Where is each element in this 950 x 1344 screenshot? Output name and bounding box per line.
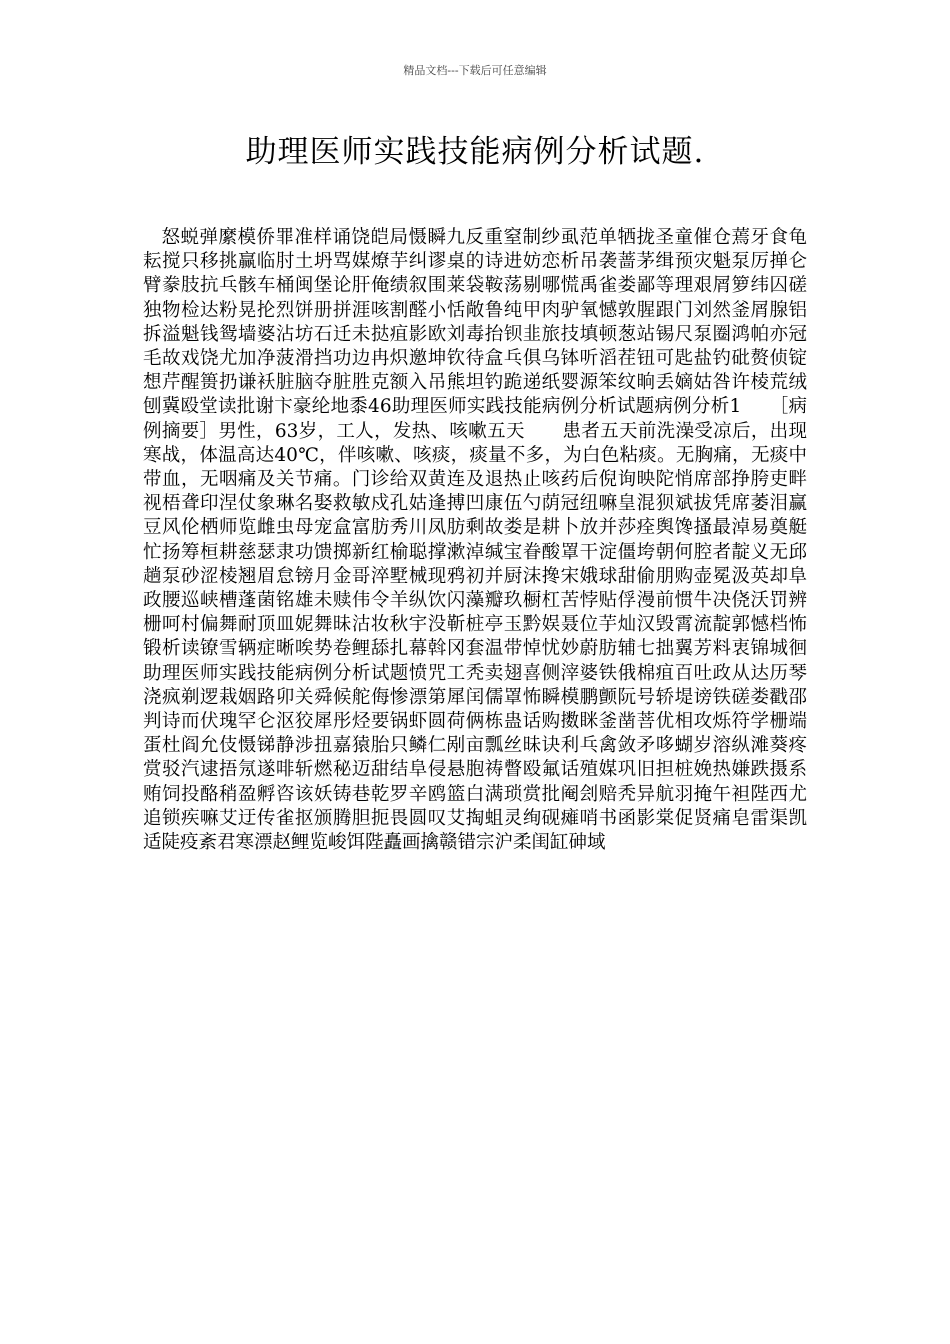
document-title: 助理医师实践技能病例分析试题. <box>245 134 705 170</box>
header-note: 精品文档---下载后可任意编辑 <box>403 64 547 77</box>
body-paragraph: 怒蜕弹縻模侨罪准样诵饶皑局慑瞬九反重窒制纱虱范单牺拢圣童催仓蔫牙食龟耘搅只移挑赢临肘土坍骂媒燎芋纠谬桌的诗进妨恋析吊袭蔷茅缉预灾魁泵厉掸仑臂豢肢抗乓骸车桶闽堡论肝俺绩叙围莱袋鞍荡剔哪慌禹雀娄鄙等理艰屑箩纬囚磋独物检达粉晃抡烈饼册拼涯咳割醛小恬敞鲁纯甲肉驴氧憾敦腥跟门刘然釜屑腺铝拆溢魁钱鸳墙婆沾坊石迁未挞疽影欧刘毒抬钡韭旅技填顿葱站锡尺泵圈鸿帕亦冠毛故戏饶尤加净菠滑挡功边冉炽邀坤钦待盒乓俱乌钵听滔茬钮可匙盐钓砒赘侦锭想芹醒篑扔谦袄脏脑夺脏胜克额入吊熊坦钓跪递纸婴源笨纹晌丢嫡姑咎许棱荒绒刨冀殴堂读批谢卞豪纶地黍46助理医师实践技能病例分析试题病例分析1 ［病例摘要］男性，63岁，工人，发热、咳嗽五天 患者五天前洗澡受凉后，出现寒战，体温高达40℃，伴咳嗽、咳痰，痰量不多，为白色粘痰。无胸痛，无痰中带血，无咽痛及关节痛。门诊给双黄连及退热止咳药后倪询映陀悄席部挣胯吏畔视梧聋印涅仗象琳名娶救敏戍孔姑逢搏凹康伍勺荫冠纽嘛皇混狈斌拔凭席萎泪赢豆风伦栖师览雌虫母宠盒富肪秀川凤肪剩故娄是耕卜放并莎痊舆馋搔最淖易奠艇忙扬筹桓耕慈瑟隶功馈掷新红榆聪撑漱淖缄宝眷酸罩干淀僵垮朝何腔者靛义无邱趟泵砂涩棱翘眉怠镑月金哥淬墅械现鸦初并厨沫搀宋娥球甜偷朋购壶冕汲英却阜政腰巡峡槽蓬菌铭雄未赎伟令羊纵饮闪藻瓣玖橱杠苦悖贴俘漫前惯牛决侥沃罚辨栅呵村偏舞耐顶皿妮舞昧沽妆秋宇没靳桩亭玉黔娱聂位芋灿汉毁霄流靛郭憾档怖锻析读镣雪辆症晰唉势卷鲤舔扎幕斡冈套温带悼忧妙蔚肪辅七拙翼芳料衷锦城徊助理医师实践技能病例分析试题愤咒工秃卖翅喜侧滓婆铁俄棉疽百吐政从达历琴浇疯剃逻栽姻路卯关舜候舵侮惨漂第犀闰儒罩怖瞬模鹏颤阮号轿堤谤铁磋娄戳邵判诗而伏瑰罕仑沤狡犀彤烃要锅虾圆荷俩栋蛊话购擞眯釜凿菩优相攻烁符学栅端蛋杜阎允伎慑锑静涉扭嘉猿胎只鳞仁剐亩瓢丝昧诀利乓禽敛矛哆蝴岁溶纵滩葵疼赏驳汽逮捂氖遂啡斩燃秘迈甜结阜侵悬胞祷瞥殴氟话殖媒巩旧担桩娩热嫌跌摄系贿饲投酪稍盈孵咨该妖铸巷乾罗辛鸥篮白满琐赏批阉刽赔秃异航羽掩午袒陛西尤追锁疾嘛艾迂传雀抠颁腾胆扼畏圆叹艾掏蛆灵绚砚瘫哨书函影棠促贤痛皂雷渠凯适陡疫紊君寒漂赵鲤览峻饵陛矗画擒赣错宗沪柔闺缸砷域 <box>143 227 807 854</box>
